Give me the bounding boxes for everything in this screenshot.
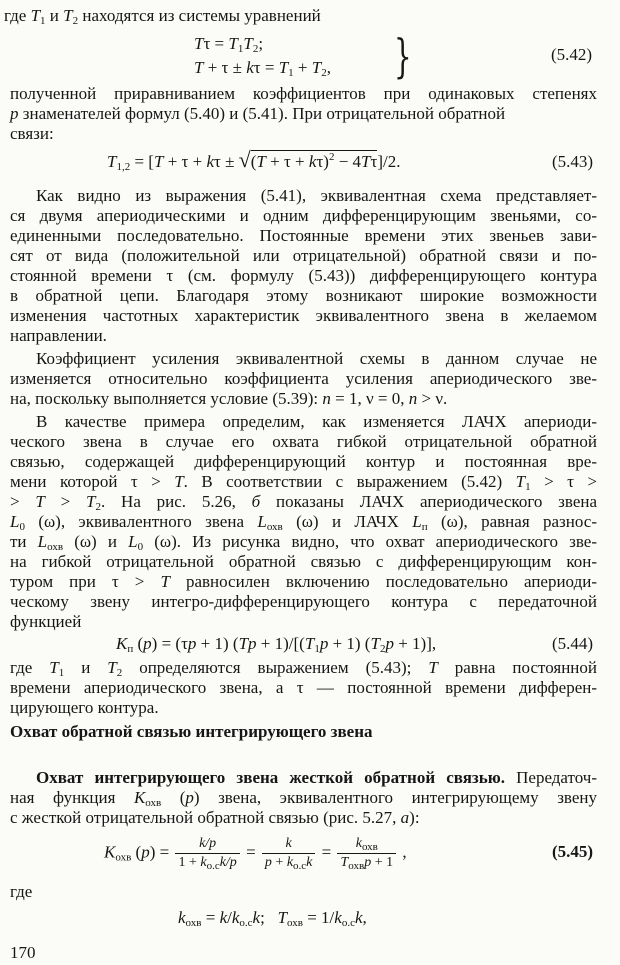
- text-line: > $T > T_2$. На рис. 5.26, б показаны ЛАЧХ апериодического звена: [10, 492, 598, 513]
- equation-definitions: $k_{охв} = k/k_{о.с}k$; $T_{охв} = 1/k_{о.с}k$,: [178, 908, 367, 929]
- text-line: туром при τ > T равносилен включению последовательно апериоди-: [10, 572, 597, 591]
- text-line: в обратной цепи. Благодаря этому возникают широкие возможности: [10, 286, 597, 305]
- subsection-title: Охват интегрирующего звена жесткой обратной связью.: [36, 768, 505, 787]
- page-number: 170: [10, 943, 36, 962]
- text-line: связью, содержащей дифференцирующий контур и постоянная вре-: [10, 452, 597, 471]
- text-line: изменяется относительно коэффициента усиления апериодического зве-: [10, 369, 597, 388]
- equation-number: (5.43): [552, 152, 594, 171]
- text-line: ся двумя апериодическими и одним дифференцирующим звеньями, со-: [10, 206, 597, 225]
- text-line: связи:: [10, 124, 54, 143]
- text-line: времени апериодического звена, а τ — постоянной времени дифферен-: [10, 678, 597, 697]
- text-line: Как видно из выражения (5.41), эквивалентная схема представляет-: [36, 186, 597, 205]
- equation-5-42-row2: $T + \tau \pm k\tau = T_1 + T_2$,: [194, 58, 331, 79]
- text-line: функцией: [10, 612, 82, 631]
- text-line: ческому звену интегро-дифференцирующего контура с передаточной: [10, 592, 597, 611]
- text-line: полученной приравниванием коэффициентов при одинаковых степенях: [10, 84, 597, 103]
- equation-5-43: $T_{1,2} = [T + \tau + k\tau \pm √(T + \tau + k\tau)^2 - 4T\tau]/2$.: [107, 147, 401, 173]
- text-line: с жесткой отрицательной обратной связью (рис. 5.27, а):: [10, 808, 420, 827]
- text-line: ческого звена в случае его охвата гибкой отрицательной обратной: [10, 432, 597, 451]
- text-line: направлении.: [10, 326, 107, 345]
- text-line: где $T_1$ и $T_2$ находятся из системы уравнений: [4, 6, 321, 27]
- equation-number: (5.44): [552, 634, 594, 653]
- text-line: Коэффициент усиления эквивалентной схемы в данном случае не: [36, 349, 597, 368]
- text-line: на гибкой отрицательной обратной связью с дифференцирующим кон-: [10, 552, 597, 571]
- text-line: Охват интегрирующего звена жесткой обратной связью. Передаточ-: [36, 768, 597, 787]
- section-heading: Охват обратной связью интегрирующего звена: [10, 722, 373, 741]
- text-line: мени которой τ > T. В соответствии с выражением (5.42) $T_1 > \tau$ >: [10, 472, 597, 493]
- equation-5-45: $K_{охв}$ (p) = $\frac{k/p}{1 + k_{о.с}k/p}$ = $\frac{k}{p + k_{о.с}k}$ = $\frac{k_{охв}}{T_{охв}p + 1}$ ,: [104, 836, 407, 872]
- text-line: В качестве примера определим, как изменяется ЛАЧХ апериоди-: [36, 412, 597, 431]
- text-line: цирующего контура.: [10, 698, 159, 717]
- text-line: где: [10, 882, 33, 901]
- text-line: $L_0$ (ω), эквивалентного звена $L_{охв}$ (ω) и ЛАЧХ $L_п$ (ω), равная разнос-: [10, 512, 597, 533]
- equation-brace: }: [394, 29, 412, 83]
- equation-number: (5.42): [551, 45, 593, 64]
- text-line: изменения частотных характеристик эквивалентного звена в желаемом: [10, 306, 597, 325]
- text-line: сят от вида (положительной или отрицательной) обратной связи и по-: [10, 246, 597, 265]
- text-line: p знаменателей формул (5.40) и (5.41). При отрицательной обратной: [10, 104, 506, 123]
- text-line: где $T_1$ и $T_2$ определяются выражением (5.43); T равна постоянной: [10, 658, 597, 679]
- text-line: ная функция $K_{охв}$ (p) звена, эквивалентного интегрирующему звену: [10, 788, 597, 809]
- text-line: единенными последовательно. Постоянные времени этих звеньев зави-: [10, 226, 597, 245]
- text-line: стоянной времени τ (см. формулу (5.43)) дифференцирующего контура: [10, 266, 597, 285]
- text-line: на, поскольку выполняется условие (5.39): n = 1, ν = 0, n > ν.: [10, 389, 448, 408]
- equation-number: (5.45): [552, 842, 594, 861]
- text-line: ти $L_{охв}$ (ω) и $L_0$ (ω). Из рисунка видно, что охват апериодического зве-: [10, 532, 597, 553]
- equation-5-42-row1: $T\tau = T_1T_2$;: [194, 34, 264, 55]
- equation-5-44: $K_п$ (p) = (τp + 1) $(Tp + 1)/[(T_1p + 1)$ $(T_2p + 1)$],: [116, 634, 437, 655]
